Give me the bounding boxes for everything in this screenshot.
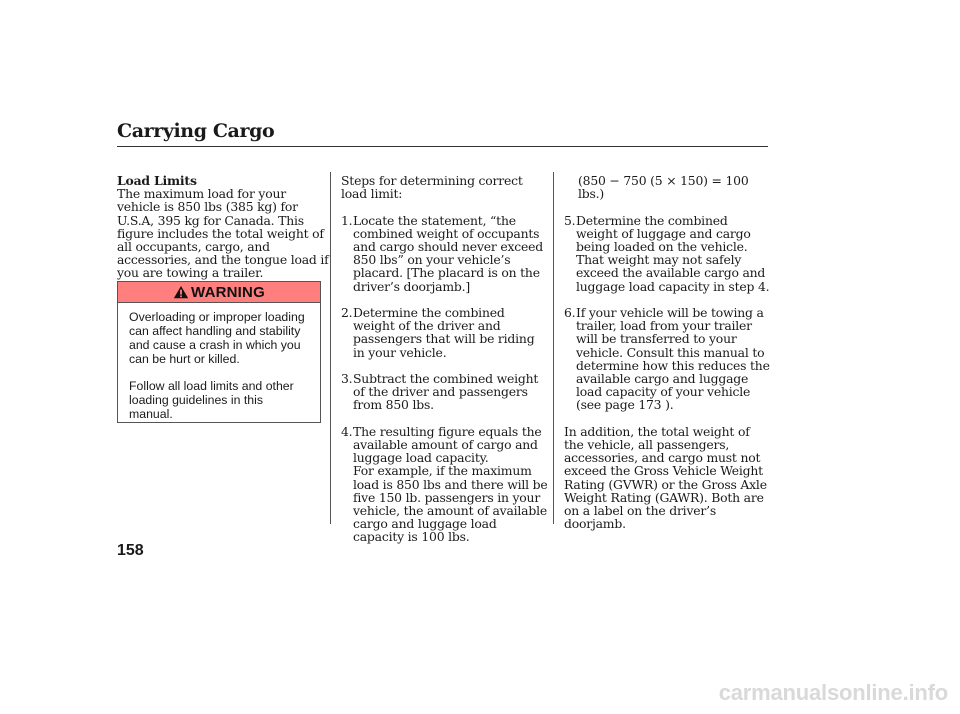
step-text: If your vehicle will be towing a trailer, load from your trailer will be transferred to your vehicle. Consult this manual to determine how this reduces the available cargo and luggage load capacity of your vehicle (see page 173 ). [576, 305, 770, 413]
step-number: 2. [341, 305, 353, 320]
load-limits-paragraph: The maximum load for your vehicle is 850 lbs (385 kg) for U.S.A, 395 kg for Canada. This figure includes the total weight of all occupants, cargo, and accessories, and the tongue load if you are towing a trailer. [117, 186, 329, 281]
warning-body [118, 303, 320, 421]
step-example: For example, if the maximum load is 850 lbs and there will be five 150 lb. passengers in your vehicle, the amount of available cargo and luggage load capacity is 100 lbs. [353, 463, 548, 545]
list-item [341, 425, 549, 544]
column-1 [117, 174, 329, 280]
column-divider [330, 172, 331, 524]
step-text: Determine the combined weight of luggage and cargo being loaded on the vehicle. That weight may not safely exceed the available cargo and luggage load capacity in step 4. [576, 212, 770, 294]
warning-triangle-icon [173, 285, 189, 299]
column-divider [553, 172, 554, 524]
section-title: Carrying Cargo [117, 120, 275, 142]
step-number: 4. [341, 423, 353, 439]
step-text: Determine the combined weight of the driver and passengers that will be riding in your vehicle. [353, 305, 535, 360]
watermark: carmanualsonline.info [718, 680, 948, 705]
warning-label: WARNING [191, 283, 265, 301]
step-number: 3. [341, 371, 353, 386]
header-rule [117, 146, 768, 147]
step-text: Subtract the combined weight of the driver and passengers from 850 lbs. [353, 371, 539, 413]
list-item [341, 372, 549, 412]
step-number: 6. [564, 305, 576, 320]
step-number: 5. [564, 212, 576, 228]
step-text: The resulting figure equals the available amount of cargo and luggage load capacity. [353, 423, 542, 466]
page-number: 158 [117, 542, 144, 559]
closing-paragraph: In addition, the total weight of the vehicle, all passengers, accessories, and cargo must not exceed the Gross Vehicle Weight Rating (GVWR) or the Gross Axle Weight Rating (GAWR). Both are on a label on the driver’s doorjamb. [564, 423, 767, 532]
column-2 [341, 174, 549, 544]
step-text: Locate the statement, “the combined weight of occupants and cargo should never exceed 850 lbs” on your vehicle’s placard. [The placard is on the driver’s doorjamb.] [353, 212, 543, 294]
list-item [564, 306, 770, 412]
load-limits-heading: Load Limits [117, 173, 197, 188]
list-item [341, 306, 549, 359]
list-item [341, 214, 549, 293]
warning-box [117, 281, 321, 423]
warning-text: Follow all load limits and other loading guidelines in this manual. [129, 379, 294, 422]
warning-text: Overloading or improper loading can affect handling and stability and cause a crash in which you can be hurt or killed. [129, 310, 305, 366]
column-3 [564, 174, 770, 530]
formula: (850 − 750 (5 × 150) = 100 lbs.) [578, 173, 749, 202]
warning-header [118, 282, 320, 303]
list-item [564, 214, 770, 293]
step-number: 1. [341, 212, 353, 228]
steps-intro: Steps for determining correct load limit: [341, 173, 523, 202]
